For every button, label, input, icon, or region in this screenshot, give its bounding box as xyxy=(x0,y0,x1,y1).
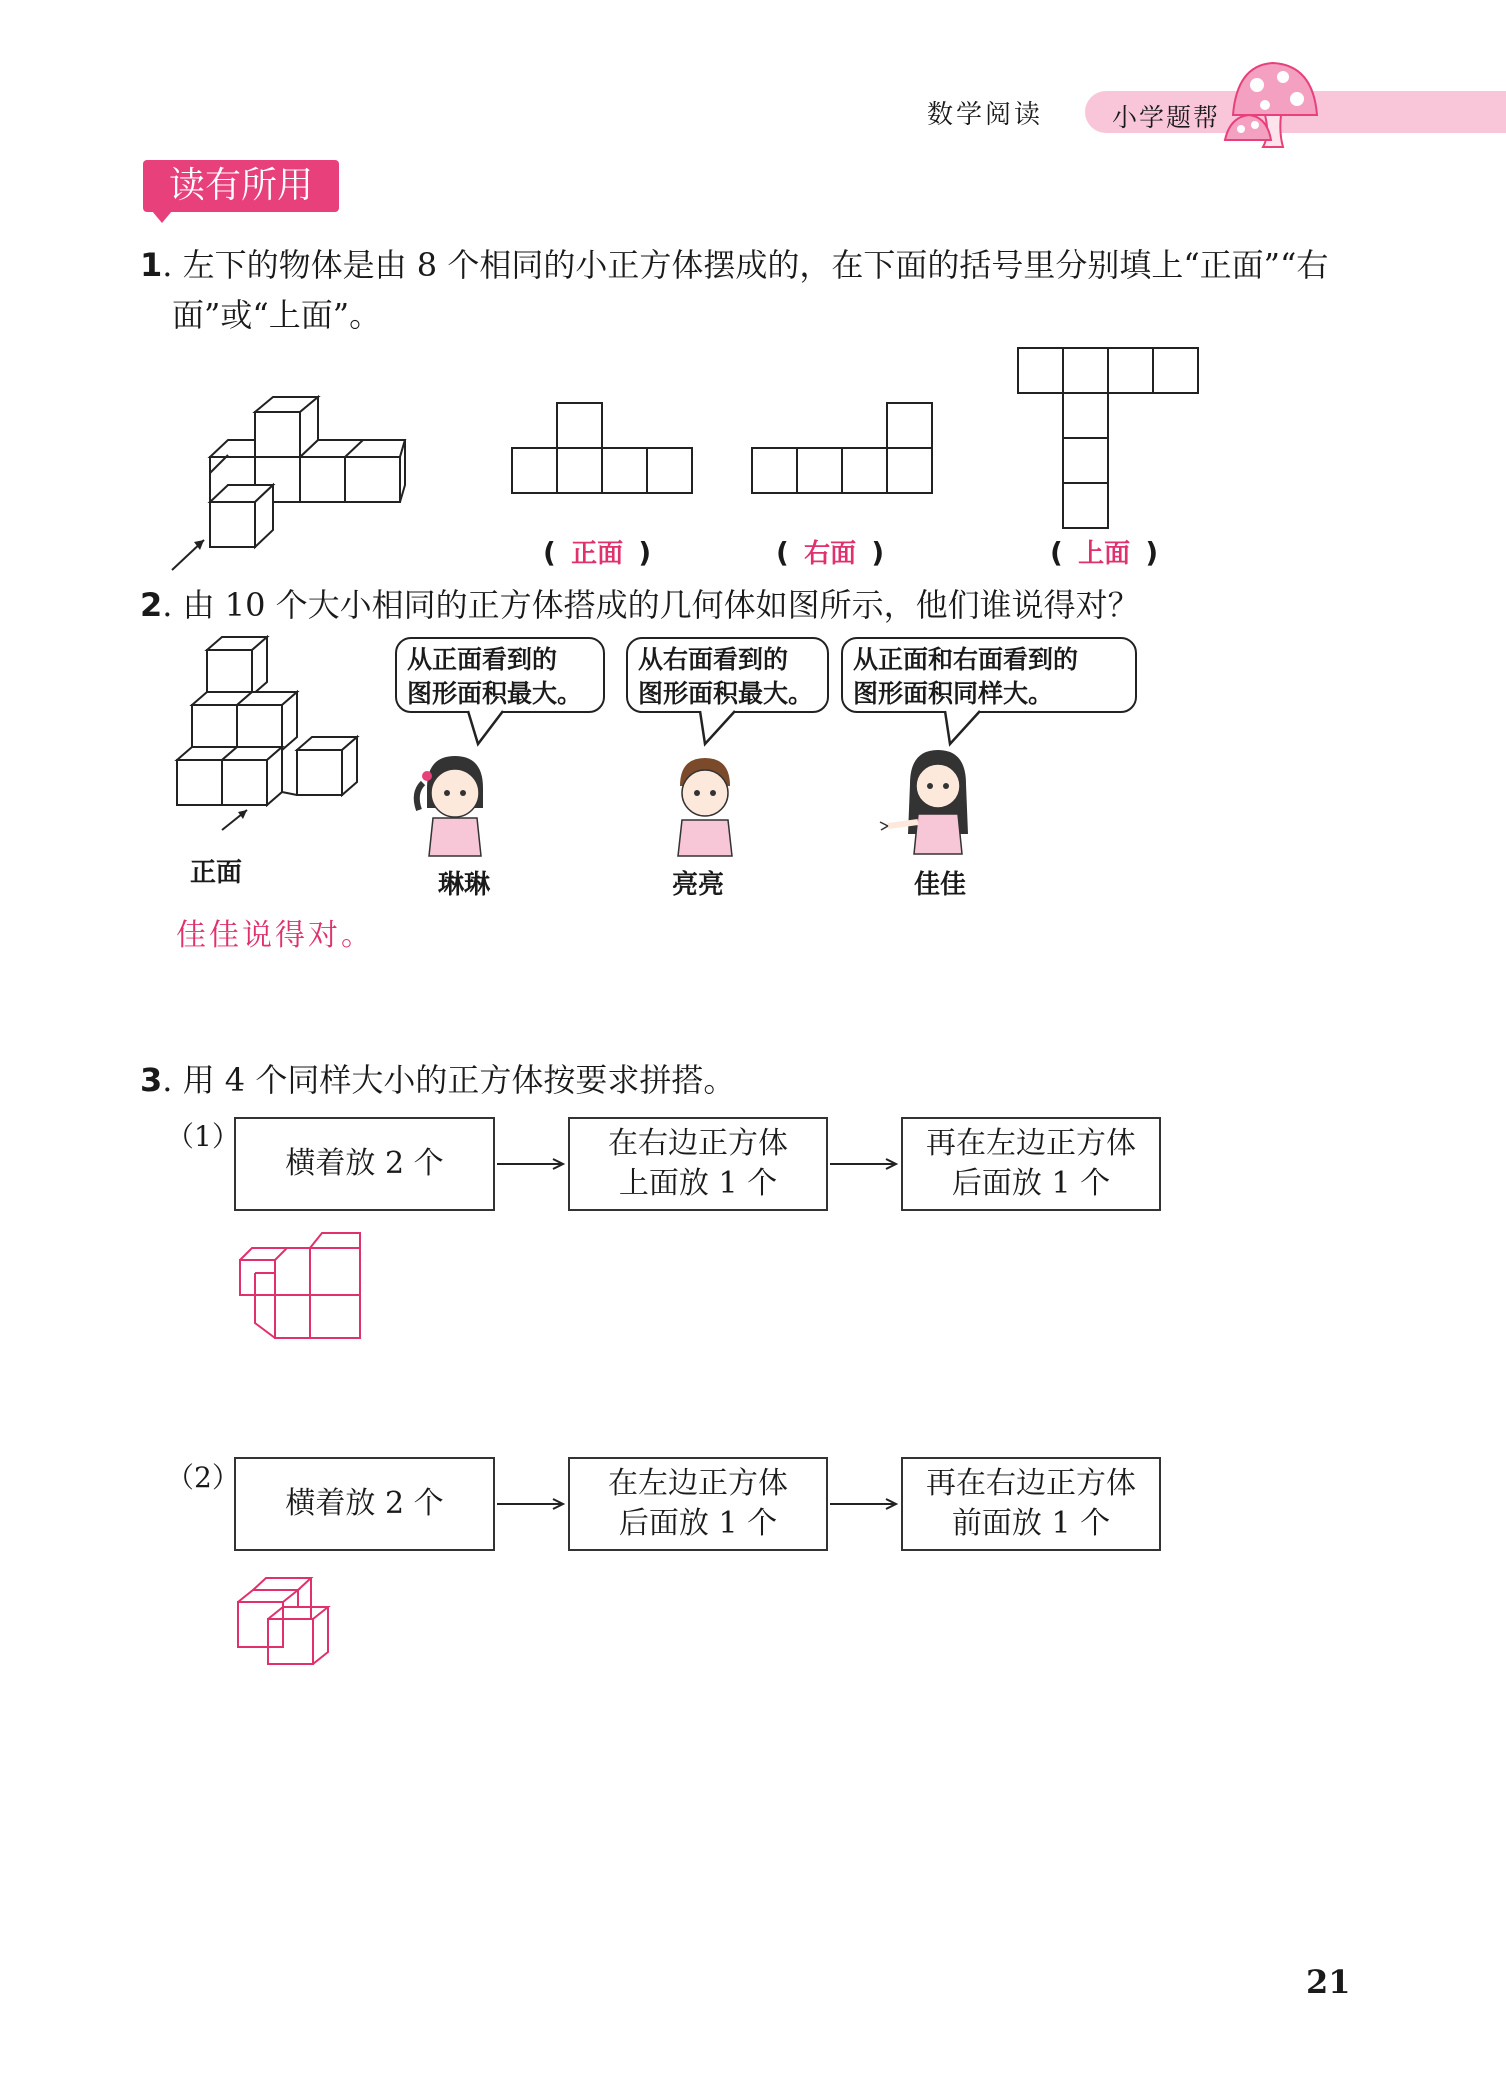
bubble-liangliang: 从右面看到的 图形面积最大。 xyxy=(626,637,829,713)
arrow-icon xyxy=(830,1497,900,1511)
arrow-icon xyxy=(497,1497,567,1511)
section-tag-tip xyxy=(152,211,172,223)
header-band-title: 小学题帮 xyxy=(1112,103,1221,132)
q1-text: 1. 左下的物体是由 8 个相同的小正方体摆成的，在下面的括号里分别填上“正面”“右 xyxy=(140,246,1329,284)
name-liangliang: 亮亮 xyxy=(672,870,725,900)
q3-part1-step3: 再在左边正方体 后面放 1 个 xyxy=(901,1117,1161,1211)
bubble-tail-1 xyxy=(468,710,508,746)
q3-part1-step2: 在右边正方体 上面放 1 个 xyxy=(568,1117,828,1211)
name-linlin: 琳琳 xyxy=(438,870,491,900)
q1-answer-3: ( 上面 ) xyxy=(1050,536,1159,569)
bubble-tail-2 xyxy=(700,710,740,746)
q2-answer: 佳佳说得对。 xyxy=(176,918,374,953)
page-number: 21 xyxy=(1306,1963,1351,2001)
bubble-linlin: 从正面看到的 图形面积最大。 xyxy=(395,637,605,713)
q3-part2-label: （2） xyxy=(166,1461,240,1494)
section-tag: 读有所用 xyxy=(143,160,339,212)
arrow-icon xyxy=(830,1157,900,1171)
q1-answer-1: ( 正面 ) xyxy=(543,536,652,569)
mushroom-icon xyxy=(1225,55,1345,150)
boy-illustration-liangliang xyxy=(660,748,750,858)
arrow-icon xyxy=(497,1157,567,1171)
q3-part1-answer-figure xyxy=(238,1228,368,1343)
q1-view-top xyxy=(1017,347,1199,529)
q3-part2-step3: 再在右边正方体 前面放 1 个 xyxy=(901,1457,1161,1551)
q3-part2-step1: 横着放 2 个 xyxy=(234,1457,495,1551)
q1-number: 1 xyxy=(140,246,163,284)
q3-part2-answer-figure xyxy=(236,1572,356,1667)
q1-view-right xyxy=(751,402,933,494)
q3-part2-step2: 在左边正方体 后面放 1 个 xyxy=(568,1457,828,1551)
q2-text: 2. 由 10 个大小相同的正方体搭成的几何体如图所示，他们谁说得对？ xyxy=(140,586,1140,624)
q3-text: 3. 用 4 个同样大小的正方体按要求拼搭。 xyxy=(140,1061,736,1099)
header-title: 数学阅读 xyxy=(927,100,1044,130)
q3-part1-label: （1） xyxy=(166,1120,240,1153)
bubble-jiajia: 从正面和右面看到的 图形面积同样大。 xyxy=(841,637,1137,713)
q2-cube-figure xyxy=(172,635,372,835)
name-jiajia: 佳佳 xyxy=(914,870,967,900)
q2-number: 2 xyxy=(140,586,163,624)
q1-answer-2: ( 右面 ) xyxy=(776,536,885,569)
q3-part1-step1: 横着放 2 个 xyxy=(234,1117,495,1211)
q3-number: 3 xyxy=(140,1061,163,1099)
bubble-tail-3 xyxy=(945,710,985,746)
q2-front-label: 正面 xyxy=(190,858,243,888)
q1-text-line2: 面”或“上面”。 xyxy=(172,296,382,334)
girl-illustration-jiajia xyxy=(878,744,988,856)
girl-illustration-linlin xyxy=(405,748,505,858)
q1-view-front xyxy=(511,402,693,494)
q1-cube-figure xyxy=(170,395,420,575)
